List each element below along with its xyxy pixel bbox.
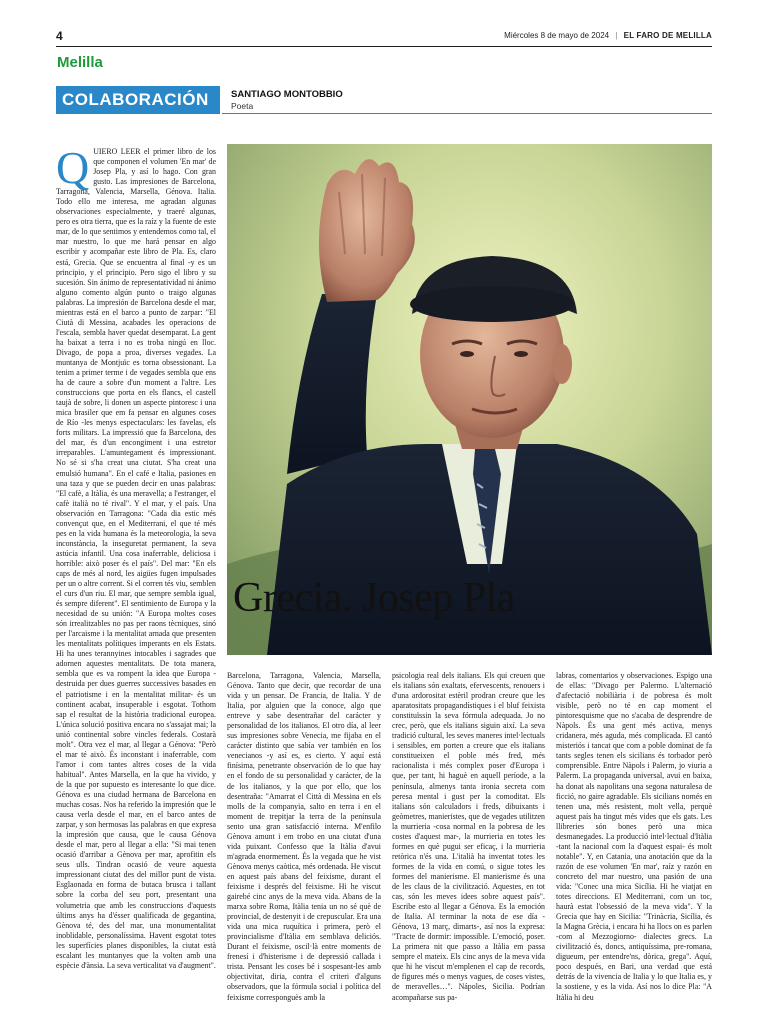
author-name: SANTIAGO MONTOBBIO bbox=[231, 89, 343, 100]
author-role: Poeta bbox=[231, 101, 254, 111]
headline: Grecia. Josep Pla bbox=[233, 575, 515, 621]
column-1-text: el primer libro de los que componen el volumen 'En mar' de Josep Pla, y así lo hago. Con gran gusto. Las impresiones de Barcelona, Tarragona, Valencia, Marsella, Génova. Italia. Todo ello me interesa, me agradan algunas observaciones especialmente, y traeré algunas, pero es otra tierra, que es la raíz y la fuente de este mar, de lo que sentimos y entendemos como tal, el mar nuestro, lo que me hará pensar en algo escribir y acompañar este libro de Pla. Es, claro está, Grecia. Que se encuentra al final -y es un principio, y el principio. Pero sigo el libro y su sucesión. Sin ánimo de representatividad ni ánimo alguno comento algún punto o traigo algunas palabras. La impresión de Barcelona desde el mar, mientras está en el barco a punto de zarpar: "El Ciutà di Messina, acabades les operacions de l'escala, sembla haver quedat desemparat. La gent ha baixat a terra i no es troba ningú en lloc. Divago, de popa a proa, diverses vegades. La muntanya de Montjuïc es torna obsessionant. La tenim a primer terme i de vegades sembla que ens ha de caure a sobre d'un moment a l'altre. Les construccions que porta en els flancs, el castell taujà de sobre, li donen un aspecte pintoresc i una mica brasiler que em fa pensar en algunes coses de Río -les menys espectaculars: les favelas, els forts militars. La impressió que fa Barcelona, des del mar, és d'un encongiment i una estretor irreparables. L'amuntegament és impressionant. No sé si s'ha creat una ciutat. S'ha creat una emulsió humana". En el café e Italia, pasiones en una taza y que se pueden decir en unas palabras: "El cafè, a Itàlia, és una meravella; a l'estranger, el cafè italià no té rival". Y el mar, y el país. Una observación en Tarragona: "Cada dia estic més convençut que, en el Mediterrani, el que té més pes en la vida humana és la meteorologia, la seva inconstància, la inseguretat permanent, la seva astúcia infantil. Una cosa inaferrable, deliciosa i horrible: això poser és el país". Del mar: "En els caps de més al nord, les aigües fugen impulsades per un o altre corrent. Si el corren tés viu, semblen el curs d'un riu. El mar, que sempre sembla igual, és sempre diferent". El sentimiento de Europa y la necesidad de su unión: "A Europa moltes coses són irrealitzables no pas per raons tècniques, sinó per l'arcaisme i la mentalitat arnada que presenten les mentalitats polítiques imperants en els Estats. Hi ha unes terannyines intocables i sagrades que adornen aquestes mentalitats. De tota manera, sembla que es va rompent la idea que Europa -destruida per dues guerres successives basades en el patriotisme i en la mentalitat militar- és un continent acabat, insuperable i esgotat. Tothom sap el resultat de la història tradicional europea. L'única solució positiva encara no s'assajat mai; la unió continental sobre vincles federals. Costarà molt". Otra vez el mar, al llegar a Génova: "Però el mar té això. És inconstant i inaferrable, com l'amor i com tantes altres coses de la vida habitual". Antes Marsella, en la que ha vivido, y de la que por supuesto es interesante lo que dice. Génova es una ciudad hermana de Barcelona en muchas cosas. Nos ha referido la impresión que le causa verla desde el mar, en el barco antes de zarpar, y son hermosas las palabras en que expresa la impresión que causa, que le causa Génova desde el mar, pero al llegar a ella: "Si mai tenen ocasió d'arribar a Gènova per mar, aprofitin els seus ulls. Tindran ocasió de veure aquesta impressionant ciutat des del millor punt de vista. Esglaonada en forma de butaca brusca i tallant sobre la corba del seu port, presentant una volumetria que amb les construccions d'aquests últims anys ha d'ésser qualificada de gegantina, Gènova té, des del mar, una monumentalitat inoblidable, personalíssima. Havent esgotat totes les superfícies planes disponibles, la ciutat està escalant les muntanyes que la volten amb una espècie d'ànsia. La seva verticalitat va d'augment". bbox=[56, 147, 216, 970]
article-column-1 bbox=[56, 147, 216, 1022]
issue-date: Miércoles 8 de mayo de 2024 bbox=[504, 31, 610, 40]
column-label-box bbox=[56, 86, 220, 114]
column-2-text: Barcelona, Tarragona, Valencia, Marsella, Génova. Tanto que decir, que recordar de una vida y un pensar. De Francia, de Italia. Y de Italia, por alguien que la conoce, algo que entreve y sabe desentrañar del carácter y personalidad de los italianos. El otro día, al leer sus impresiones sobre Venecia, me fijaba en el carácter distinto que sabía ver también en los venecianos -y así es, es cierto. Y aquí está finísima, penetrante observación de lo que hay en el fondo de su personalidad y carácter, de la de los italianos, y la que por ello, que los desentraña: "Amarrat el Città di Messina en els molls de la companyia, salto en terra i en el moment de trepitjar la terra de la península sento una gran satisfacció interna. M'enfilo Gènova amunt i em trobo en una ciutat d'una vida puixant. Confesso que la Itàlia d'avui m'agrada enormement. És la vegada que he vist Gènova menys caòtica, més ordenada. He viscut en aquest país abans del feixisme, durant el feixisme i després del feixisme. Hi he viscut gairebé cinc anys de la meva vida. Abans de la marxa sobre Roma, Itàlia tenia un no sé què de provincial, de destenyit i de crepuscular. Era una vida una mica ruquítica i primera, però el provincialisme d'Itàlia em semblava deliciós. Durant el feixisme, oscil·là entre moments de frenesí i d'histerisme i de depressió callada i trista. Pensant les coses bé i sospesant-les amb objectivitat, diria, contra el criteri d'alguns observadors, que la fórmula social i política del feixisme corresponguès amb la bbox=[227, 671, 381, 1002]
drop-cap: Q bbox=[56, 147, 90, 193]
page-number: 4 bbox=[56, 29, 63, 43]
page-header bbox=[56, 28, 712, 47]
column-label-rule bbox=[222, 113, 712, 114]
section-title: Melilla bbox=[57, 54, 103, 71]
column-4-text: labras, comentarios y observaciones. Espigo una de ellas: "Divago per Palermo. L'alternació d'afectació nobiliària i de pobresa és molt visible, però no té en cap moment el pintoresquisme que no s'acaba de desprendre de Nàpols. És una gent més activa, menys cridanera, més aguda, més complicada. El cantó misteriós i tancat que com a poble dominat de fa tants segles tenen els sicilians és torbador però comprensible. Entre Nàpols i Palerm, jo viuria a Palerm. La propaganda universal, avui en baixa, ha donat als napolitans una segona naturalesa de ficció, no gaire agradable. Els sicilians només en tenen una, més resistent, molt vella, perquè aquest país ha tingut més vides que els gats. Les llibreries són bones però una mica desmanegades. La producció intel·lectual d'Itàlia -tant la nacional com la d'aquest espai- és molt notable". Y, en Catania, una anotación que da la razón de ese volumen 'En mar', raíz y razón en concreto del mar nuestro, una pasión de una vida: "Conec una mica Sicília. Hi he viatjat en totes direccions. El Mediterrani, com un toc, haurà estat l'obsessió de la meva vida". Y la Grecia que hay en Sicilia: "Trinàcria, Sicília, és la Magna Grècia, i encara hi ha llocs on es parlen -com al Mezzogiorno- dialectes grecs. La civilització és, doncs, antiquíssima, pre-romana, digueum, per entendre'ns, dòrica, grega". Aquí, poco después, en Bari, una verdad que está detrás de la vivencia de Italia y lo que Italia es, y la sostiene, y es la vida. Así nos lo dice Pla: "A Itàlia hi deu bbox=[556, 671, 712, 1002]
dateline bbox=[504, 31, 712, 40]
article-column-2 bbox=[227, 671, 381, 1024]
lead-in: UIERO LEER bbox=[93, 147, 141, 156]
article-column-4 bbox=[556, 671, 712, 1024]
column-label: COLABORACIÓN bbox=[62, 90, 209, 109]
article-column-3 bbox=[392, 671, 545, 1024]
publication-name: EL FARO DE MELILLA bbox=[623, 31, 712, 40]
column-3-text: psicologia real dels italians. Els qui creuen que els italians són exaltats, efervescents, renouers i d'una ardorositat estèril prodran creure que les aparatositats propagandístiques i el bluf feixista constituïssin la seva fórmula adequada. Jo no crec, però, que els italians siguin així. La seva tradició cultural, les seves maneres intel·lectuals i sensibles, em porten a creure que els italians constitueixen el poble més fred, més racionalista i més complex poser d'Europa i que, per tant, hi haguè en aquell període, a la península, almenys tanta ironia secreta com peresa mental i gust per la comoditat. Els italians són calculadors i freds, dibuixants i geòmetres, manieristes, que de vegades utilitzen la murrieria -cosa normal en la pobresa de les costes d'aquest mar-, la murrieria en totes les formes en què pugui ser eficaç, i la murrieria retòrica n'és una. L'italià ha inventat totes les formes de la vida en comú, o sigue totes les formes del manierisme. El manierisme és una de les claus de la civilització. Aquestes, en tot cas, són les meves idees sobre aquest país". Escribe esto al llegar a Génova. Es la emoción de Italia. Al terminar la nota de ese día -Génova, 13 març, dimarts-, así nos la expresa: "Tracte de dormir: impossible. L'emoció, poser. La primera nit que passo a Itàlia em passa sempre el mateix. Els cinc anys de la meva vida que hi he viscut m'emplenen el cap de records, de figures més o menys vagues, de coses vistes, de meravelles…". Nápoles, Sicilia. Podrían acompañarse sus pa- bbox=[392, 671, 545, 1002]
header-separator: | bbox=[615, 31, 618, 40]
